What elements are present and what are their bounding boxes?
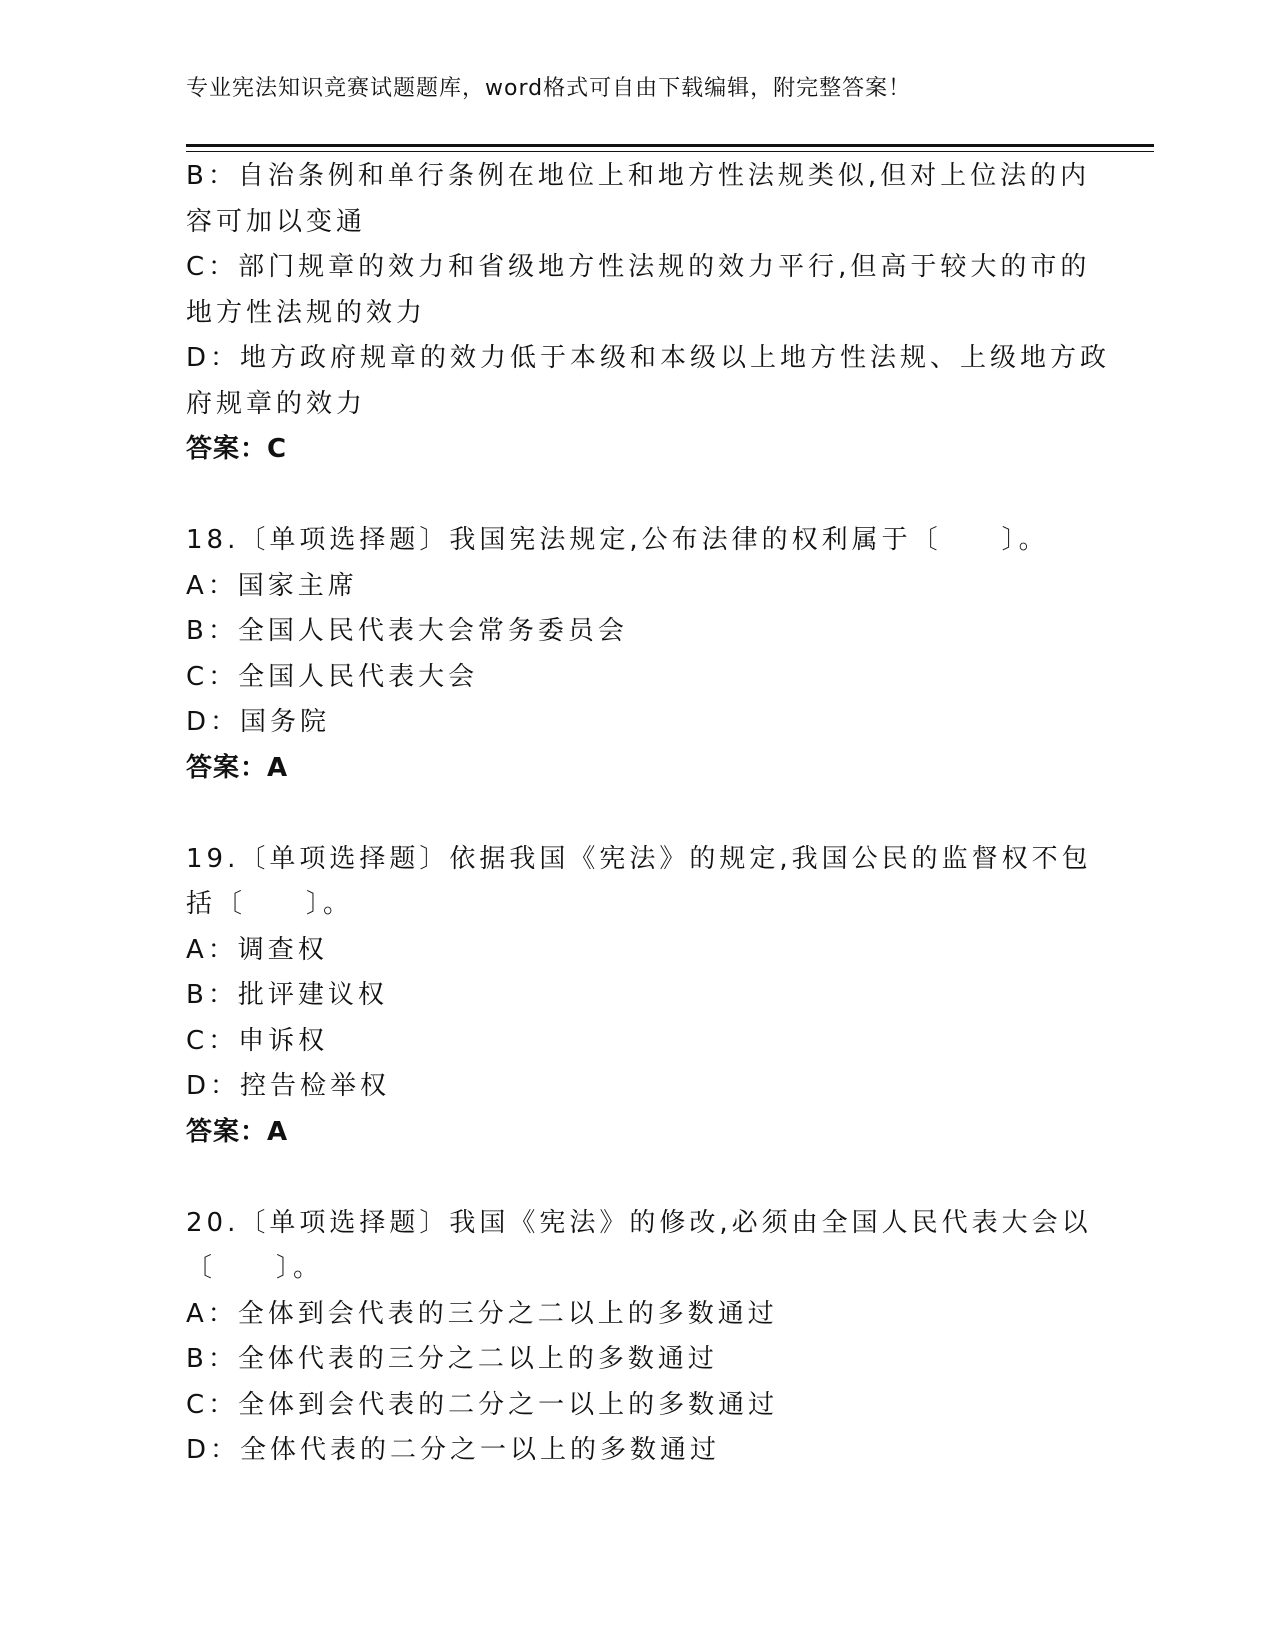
- option-c: [186, 245, 1091, 336]
- answer-line: 答案：A: [186, 752, 289, 783]
- option-line: 府规章的效力: [186, 388, 367, 419]
- answer-line: 答案：C: [186, 434, 288, 464]
- question-20: [186, 1201, 1092, 1474]
- question-stem: 括〔 〕。: [186, 889, 354, 919]
- option-a: A：国家主席: [186, 570, 358, 601]
- question-18: [186, 518, 1086, 791]
- option-d: D：国务院: [186, 707, 331, 737]
- option-line: 地方性法规的效力: [186, 297, 427, 328]
- option-d: D：全体代表的二分之一以上的多数通过: [186, 1435, 721, 1465]
- answer-line: 答案：A: [186, 1116, 289, 1147]
- option-b: [186, 154, 1091, 245]
- option-b: B：全体代表的三分之二以上的多数通过: [186, 1344, 718, 1374]
- spacer: [186, 1155, 1086, 1201]
- option-c: C：申诉权: [186, 1025, 329, 1056]
- question-stem: 20.〔单项选择题〕我国《宪法》的修改,必须由全国人民代表大会以: [186, 1207, 1092, 1238]
- option-d: D：控告检举权: [186, 1071, 391, 1101]
- spacer: [186, 791, 1086, 837]
- option-line: 容可加以变通: [186, 206, 367, 237]
- option-c: C：全体到会代表的二分之一以上的多数通过: [186, 1389, 779, 1420]
- option-line: D：地方政府规章的效力低于本级和本级以上地方性法规、上级地方政: [186, 343, 1111, 373]
- option-b: B：全国人民代表大会常务委员会: [186, 616, 628, 646]
- option-b: B：批评建议权: [186, 980, 388, 1010]
- page-header: 专业宪法知识竞赛试题题库，word格式可自由下载编辑，附完整答案！: [186, 76, 912, 101]
- option-d: [186, 336, 1111, 427]
- question-19: [186, 837, 1092, 1156]
- question-content: [186, 154, 1111, 1474]
- question-stem: 18.〔单项选择题〕我国宪法规定,公布法律的权利属于〔 〕。: [186, 525, 1049, 555]
- option-a: A：全体到会代表的三分之二以上的多数通过: [186, 1298, 778, 1329]
- option-a: A：调查权: [186, 934, 328, 965]
- option-line: B：自治条例和单行条例在地位上和地方性法规类似,但对上位法的内: [186, 161, 1091, 191]
- question-stem: 19.〔单项选择题〕依据我国《宪法》的规定,我国公民的监督权不包: [186, 843, 1092, 874]
- header-rule-thick: [186, 144, 1154, 147]
- option-line: C：部门规章的效力和省级地方性法规的效力平行,但高于较大的市的: [186, 252, 1091, 282]
- header-rule-thin: [186, 151, 1154, 152]
- question-stem: 〔 〕。: [186, 1253, 324, 1283]
- spacer: [186, 473, 1086, 519]
- option-c: C：全国人民代表大会: [186, 661, 479, 692]
- prev-question: [186, 154, 1111, 473]
